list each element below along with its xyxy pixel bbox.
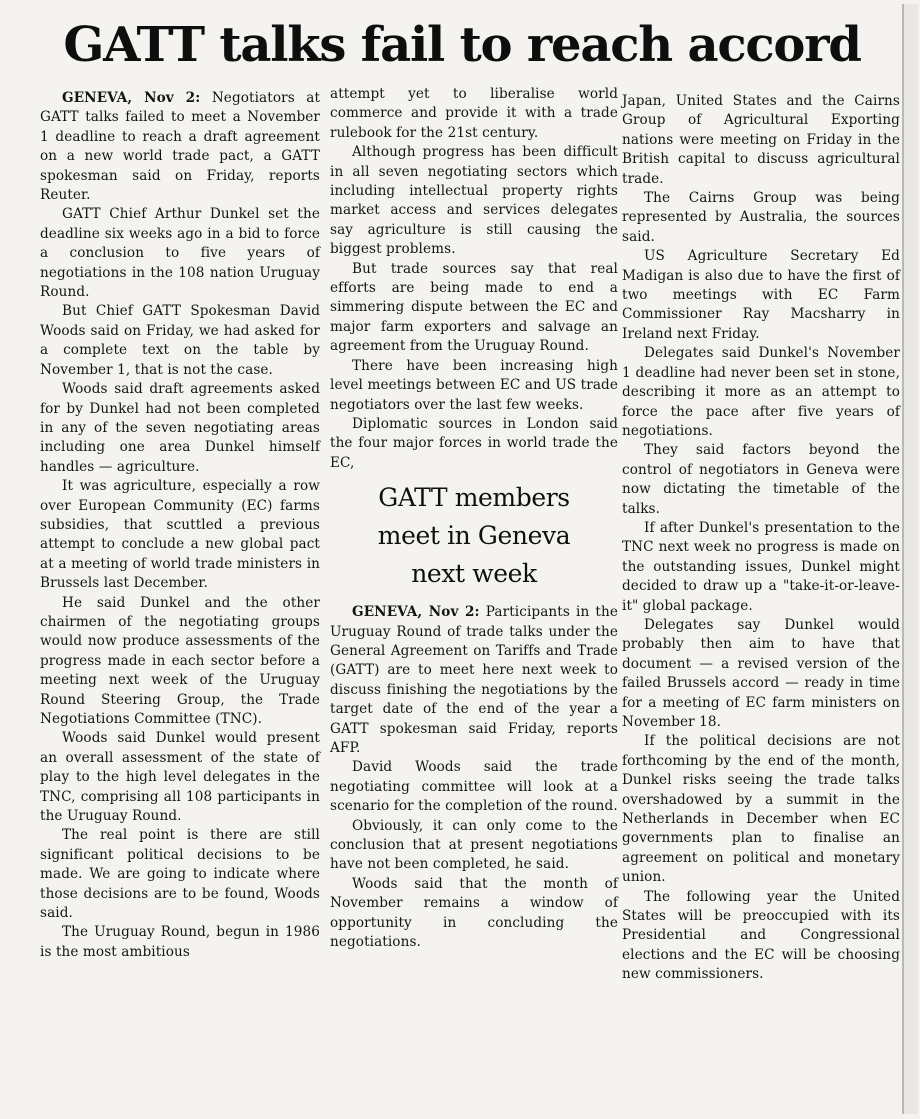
paragraph: US Agriculture Secretary Ed Madigan is also due to have the first of two meetings with EC Farm Commissioner Ray Macsharry in Ireland next Friday. [622,248,900,342]
column-2 [330,85,618,952]
column-1 [40,89,320,962]
paragraph: The Cairns Group was being represented by Australia, the sources said. [622,190,900,245]
paragraph: Delegates said Dunkel's November 1 deadline had never been set in stone, describing it more as an attempt to force the pace after five years of negotiations. [622,345,900,439]
paragraph: GATT Chief Arthur Dunkel set the deadline six weeks ago in a bid to force a conclusion to five years of negotiations in the 108 nation Uruguay Round. [40,206,320,301]
paragraph: The real point is there are still significant political decisions to be made. We are going to indicate where those decisions are to be found, Woods said. [40,827,320,922]
paragraph: If the political decisions are not forthcoming by the end of the month, Dunkel risks seeing the trade talks overshadowed by a summit in the Netherlands in December when EC governments plan to finalise an agreement on political and monetary union. [622,733,900,886]
paragraph: GENEVA, Nov 2: Participants in the Uruguay Round of trade talks under the General Agreement on Tariffs and Trade (GATT) are to meet here next week to discuss finishing the negotiations by the target date of the end of the year a GATT spokesman said Friday, reports AFP. [330,604,618,756]
paragraph: Woods said Dunkel would present an overall assessment of the state of play to the high level delegates in the TNC, comprising all 108 participants in the Uruguay Round. [40,730,320,825]
paragraph: They said factors beyond the control of negotiators in Geneva were now dictating the timetable of the talks. [622,442,900,517]
paragraph: It was agriculture, especially a row over European Community (EC) farms subsidies, that scuttled a previous attempt to conclude a new global pact at a meeting of world trade ministers in Brussels last December. [40,478,320,592]
subheadline-line: GATT members [378,483,570,513]
column-3 [622,92,900,985]
dateline: GENEVA, Nov 2: [62,90,201,106]
paragraph: The following year the United States will be preoccupied with its Presidential and Congressional elections and the EC will be choosing new commissioners. [622,888,900,983]
paragraph: Woods said that the month of November remains a window of opportunity in concluding the negotiations. [330,875,618,951]
paragraph: But trade sources say that real efforts are being made to end a simmering dispute between the EC and major farm exporters and salvage an agreement from the Uruguay Round. [330,260,618,355]
dateline: GENEVA, Nov 2: [352,604,480,621]
paragraph: He said Dunkel and the other chairmen of the negotiating groups would now produce assessments of the progress made in each sector before a meeting next week of the Uruguay Round Steering Group, the Trade Negotiations Committee (TNC). [40,594,320,727]
paragraph: The Uruguay Round, begun in 1986 is the most ambitious [40,924,320,960]
paragraph: GENEVA, Nov 2: Negotiators at GATT talks failed to meet a November 1 deadline to reach a draft agreement on a new world trade pact, a GATT spokesman said on Friday, reports Reuter. [40,90,321,204]
headline: GATT talks fail to reach accord [63,17,861,73]
subheadline-line: meet in Geneva [377,521,571,551]
article-body [20,88,906,1119]
subheadline [330,479,618,593]
paragraph: Although progress has been difficult in all seven negotiating sectors which including intellectual property rights market access and services delegates say agriculture is still causing the biggest problems. [330,144,618,258]
paragraph: Woods said draft agreements asked for by Dunkel had not been completed in any of the seven negotiating areas including one area Dunkel himself handles — agriculture. [40,381,320,475]
paragraph: Japan, United States and the Cairns Group of Agricultural Exporting nations were meeting on Friday in the British capital to discuss agricultural trade. [622,93,900,187]
paragraph: Obviously, it can only come to the conclusion that at present negotiations have not been completed, he said. [330,817,618,873]
paragraph: Diplomatic sources in London said the four major forces in world trade the EC, [330,415,618,471]
paragraph: If after Dunkel's presentation to the TNC next week no progress is made on the outstanding issues, Dunkel might decided to draw up a "take-it-or-leave-it" global package. [622,519,900,614]
paragraph: attempt yet to liberalise world commerce and provide it with a trade rulebook for the 21st century. [330,86,618,141]
paragraph: But Chief GATT Spokesman David Woods said on Friday, we had asked for a complete text on the table by November 1, that is not the case. [40,303,320,378]
paragraph: David Woods said the trade negotiating committee will look at a scenario for the completion of the round. [330,759,618,815]
subheadline-line: next week [411,559,537,589]
paragraph: Delegates say Dunkel would probably then aim to have that document — a revised version of the failed Brussels accord — ready in time for a meeting of EC farm ministers on November 18. [622,616,900,730]
paragraph: There have been increasing high level meetings between EC and US trade negotiators over the last few weeks. [330,357,618,413]
